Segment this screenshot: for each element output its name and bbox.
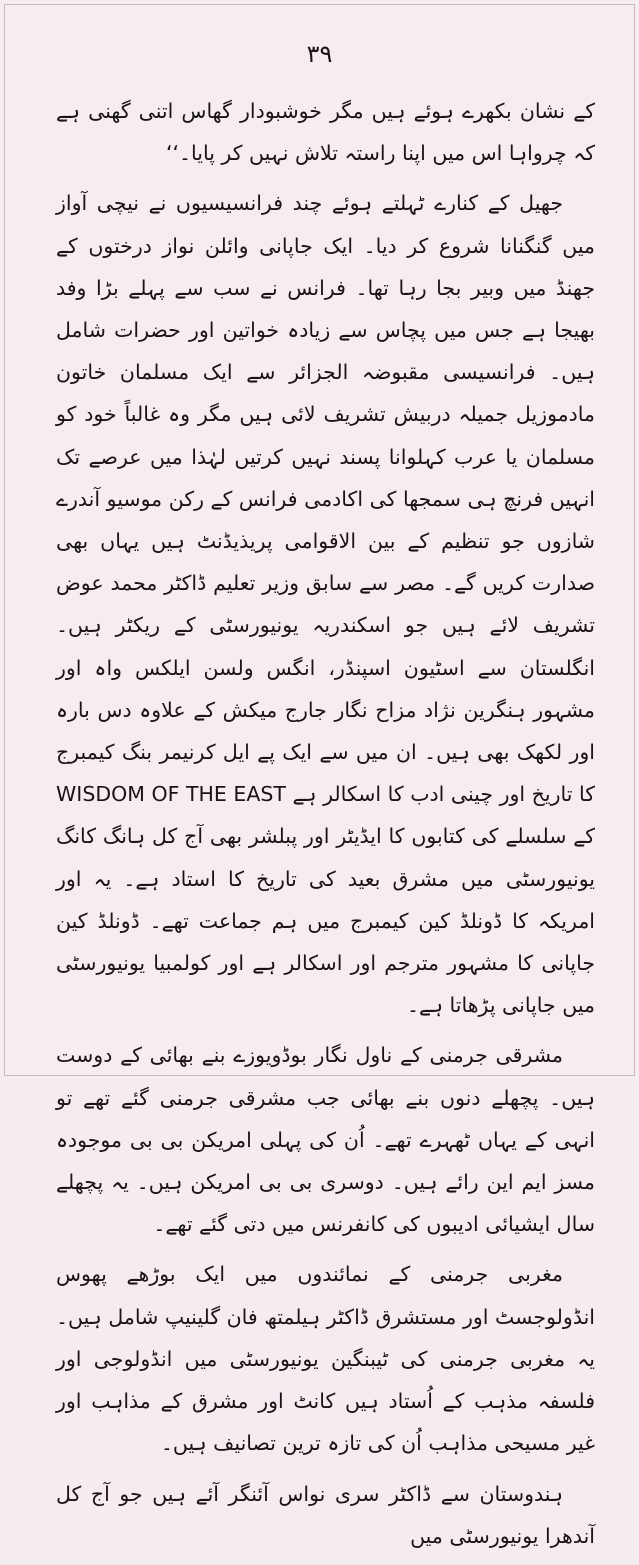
paragraph-4: مغربی جرمنی کے نمائندوں میں ایک بوڑھے پھوس انڈولوجسٹ اور مستشرق ڈاکٹر ہیلمتھ فان گلینیپ شامل ہیں۔ یہ مغربی جرمنی کی ٹیبنگین یونیورسٹی میں انڈولوجی اور فلسفہ مذہب کے اُستاد ہیں کانٹ اور مشرق کے مذاہب اور غیر مسیحی مذاہب اُن کی تازہ ترین تصانیف ہیں۔ xyxy=(56,1262,595,1456)
paragraph-1: کے نشان بکھرے ہوئے ہیں مگر خوشبودار گھاس اتنی گھنی ہے کہ چرواہا اس میں اپنا راستہ تلاش نہیں کر پایا۔‘‘ xyxy=(56,99,595,166)
body-text xyxy=(56,90,595,1565)
paragraph-2: جھیل کے کنارے ٹہلتے ہوئے چند فرانسیسیوں نے نیچی آواز میں گنگنانا شروع کر دیا۔ ایک جاپانی وائلن نواز درختوں کے جھنڈ میں وبیر بجا رہا تھا۔ فرانس نے سب سے پہلے بڑا وفد بھیجا ہے جس میں پچاس سے زیادہ خواتین اور حضرات شامل ہیں۔ فرانسیسی مقبوضہ الجزائر سے ایک مسلمان خاتون مادموزیل جمیلہ دربیش تشریف لائی ہیں مگر وہ غالباً خود کو مسلمان یا عرب کہلوانا پسند نہیں کرتیں لہٰذا میں عرصے تک انہیں فرنچ ہی سمجھا کی اکادمی فرانس کے رکن موسیو آندرے شازوں جو تنظیم کے بین الاقوامی پریذیڈنٹ ہیں یہاں بھی صدارت کریں گے۔ مصر سے سابق وزیر تعلیم ڈاکٹر محمد عوض تشریف لائے ہیں جو اسکندریہ یونیورسٹی کے ریکٹر ہیں۔ انگلستان سے اسٹیون اسپنڈر، انگس ولسن ایلکس واہ اور مشہور ہنگرین نژاد مزاح نگار جارج میکش کے علاوہ دس بارہ اور لکھک بھی ہیں۔ ان میں سے ایک پے ایل کرنیمر بنگ کیمبرج کا تاریخ اور چینی ادب کا اسکالر ہے WISDOM OF THE EAST کے سلسلے کی کتابوں کا ایڈیٹر اور پبلشر بھی آج کل ہانگ کانگ یونیورسٹی میں مشرق بعید کی تاریخ کا استاد ہے۔ یہ اور امریکہ کا ڈونلڈ کین کیمبرج میں ہم جماعت تھے۔ ڈونلڈ کین جاپانی کا مشہور مترجم اور اسکالر ہے اور کولمبیا یونیورسٹی میں جاپانی پڑھاتا ہے۔ xyxy=(56,191,595,1018)
paragraph-3: مشرقی جرمنی کے ناول نگار بوڈویوزے بنے بھائی کے دوست ہیں۔ پچھلے دنوں بنے بھائی جب مشرقی جرمنی گئے تھے تو انہی کے یہاں ٹھہرے تھے۔ اُن کی پہلی امریکن بی بی موجودہ مسز ایم این رائے ہیں۔ دوسری بی بی امریکن ہیں۔ یہ پچھلے سال ایشیائی ادیبوں کی کانفرنس میں دتی گئے تھے۔ xyxy=(56,1043,595,1237)
page-number: ۳۹ xyxy=(306,40,333,68)
paragraph-5: ہندوستان سے ڈاکٹر سری نواس آئنگر آئے ہیں جو آج کل آندھرا یونیورسٹی میں xyxy=(56,1481,595,1548)
